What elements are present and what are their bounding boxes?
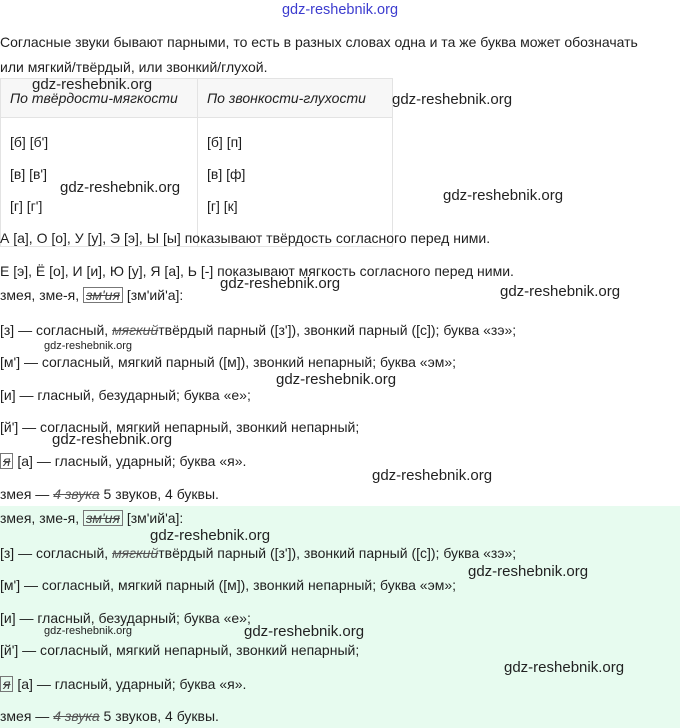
summary-line: змея — 4 звука 5 звуков, 4 буквы.: [0, 486, 219, 502]
boxed-transcription: зм'ия: [83, 510, 123, 526]
watermark-text: gdz-reshebnik.org: [220, 275, 341, 292]
struck-word: мягкий: [112, 322, 159, 338]
boxed-letter: я: [0, 676, 13, 692]
table-pair: [в] [ф]: [207, 166, 246, 182]
watermark-text: gdz-reshebnik.org: [32, 76, 153, 93]
boxed-transcription: зм'ия: [83, 287, 123, 303]
table-cell-voicing: [198, 118, 393, 247]
watermark-text: gdz-reshebnik.org: [392, 91, 513, 108]
table-header-hardness: По твёрдости-мягкости: [1, 79, 198, 118]
struck-word: мягкий: [112, 545, 159, 561]
word-line: змея, зме-я, зм'ия [зм'ий'а]:: [0, 510, 184, 526]
sound-line-m: [м'] — согласный, мягкий парный ([м]), звонкий непарный; буква «эм»;: [0, 577, 457, 593]
sound-line-i: [и] — гласный, безударный; буква «е»;: [0, 387, 251, 403]
sound-line-a: я [а] — гласный, ударный; буква «я».: [0, 453, 246, 469]
watermark-text: gdz-reshebnik.org: [60, 179, 181, 196]
site-header-watermark: gdz-reshebnik.org: [281, 2, 399, 18]
table-header-voicing: По звонкости-глухости: [198, 79, 393, 118]
boxed-letter: я: [0, 453, 13, 469]
sound-line-i: [и] — гласный, безударный; буква «е»;: [0, 610, 251, 626]
table-pair: [г] [к]: [207, 198, 238, 214]
struck-count: 4 звука: [53, 708, 100, 724]
watermark-text: gdz-reshebnik.org: [443, 187, 564, 204]
watermark-text: gdz-reshebnik.org: [244, 623, 365, 640]
sound-line-j: [й'] — согласный, мягкий непарный, звонкий непарный;: [0, 642, 360, 658]
sound-line-z: [з] — согласный, мягкийтвёрдый парный ([з']), звонкий парный ([с]); буква «зэ»;: [0, 545, 517, 561]
watermark-text: gdz-reshebnik.org: [504, 659, 625, 676]
rule-hard-vowels: А [а], О [о], У [у], Э [э], Ы [ы] показывают твёрдость согласного перед ними.: [0, 230, 491, 246]
consonant-pairs-table: [0, 78, 393, 247]
struck-count: 4 звука: [53, 486, 100, 502]
watermark-text: gdz-reshebnik.org: [500, 283, 621, 300]
watermark-text: gdz-reshebnik.org: [276, 371, 397, 388]
table-pair: [б] [п]: [207, 134, 243, 150]
watermark-text: gdz-reshebnik.org: [372, 467, 493, 484]
table-pair: [в] [в']: [10, 166, 47, 182]
rule-soft-vowels: Е [э], Ё [о], И [и], Ю [у], Я [а], Ь [-] показывают мягкость согласного перед ними.: [0, 263, 514, 279]
sound-line-m: [м'] — согласный, мягкий парный ([м]), звонкий непарный; буква «эм»;: [0, 354, 457, 370]
summary-line: змея — 4 звука 5 звуков, 4 буквы.: [0, 708, 219, 724]
watermark-text: gdz-reshebnik.org: [52, 431, 173, 448]
intro-paragraph: Согласные звуки бывают парными, то есть в разных словах одна и та же буква может обозначать или мягкий/твёрдый, или звонкий/глухой.: [0, 34, 638, 75]
watermark-text: gdz-reshebnik.org: [468, 563, 589, 580]
table-pair: [г] [г']: [10, 198, 43, 214]
sound-line-j: [й'] — согласный, мягкий непарный, звонкий непарный;: [0, 419, 360, 435]
watermark-text: gdz-reshebnik.org: [44, 625, 133, 637]
sound-line-a: я [а] — гласный, ударный; буква «я».: [0, 676, 246, 692]
table-pair: [б] [б']: [10, 134, 49, 150]
watermark-text: gdz-reshebnik.org: [150, 527, 271, 544]
word-line: змея, зме-я, зм'ия [зм'ий'а]:: [0, 287, 184, 303]
watermark-text: gdz-reshebnik.org: [44, 340, 133, 352]
sound-line-z: [з] — согласный, мягкийтвёрдый парный ([з']), звонкий парный ([с]); буква «зэ»;: [0, 322, 517, 338]
